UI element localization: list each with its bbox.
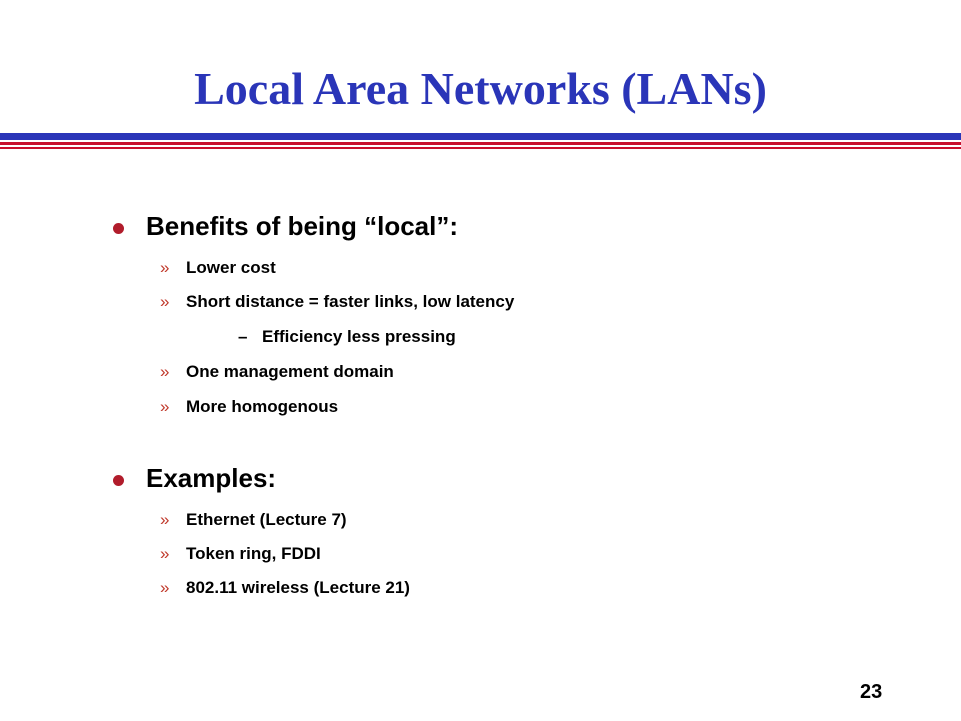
title-rule-blue: [0, 133, 961, 140]
sub-bullet-marker: »: [160, 510, 170, 529]
page-number: 23: [860, 681, 883, 703]
list-item: Lower cost: [186, 258, 276, 277]
sub-bullet-marker: »: [160, 258, 170, 277]
slide-title: Local Area Networks (LANs): [194, 63, 767, 114]
bullet-icon: [113, 475, 124, 486]
sub-bullet-marker: »: [160, 362, 170, 381]
sub-bullet-marker: »: [160, 544, 170, 563]
sub-bullet-marker: »: [160, 292, 170, 311]
list-item: Token ring, FDDI: [186, 544, 321, 563]
section-heading: Benefits of being “local”:: [146, 211, 459, 241]
list-item: Short distance = faster links, low latency: [186, 292, 515, 311]
bullet-icon: [113, 223, 124, 234]
list-subitem: Efficiency less pressing: [262, 327, 456, 346]
list-item: More homogenous: [186, 397, 339, 416]
list-item: Ethernet (Lecture 7): [186, 510, 347, 529]
title-rule-red-top: [0, 142, 961, 145]
sub-bullet-marker: »: [160, 397, 170, 416]
section-heading: Examples:: [146, 463, 277, 493]
dash-marker: –: [238, 327, 248, 346]
sub-bullet-marker: »: [160, 578, 170, 597]
list-item: One management domain: [186, 362, 394, 381]
title-rule-red-bottom: [0, 147, 961, 149]
list-item: 802.11 wireless (Lecture 21): [186, 578, 410, 597]
